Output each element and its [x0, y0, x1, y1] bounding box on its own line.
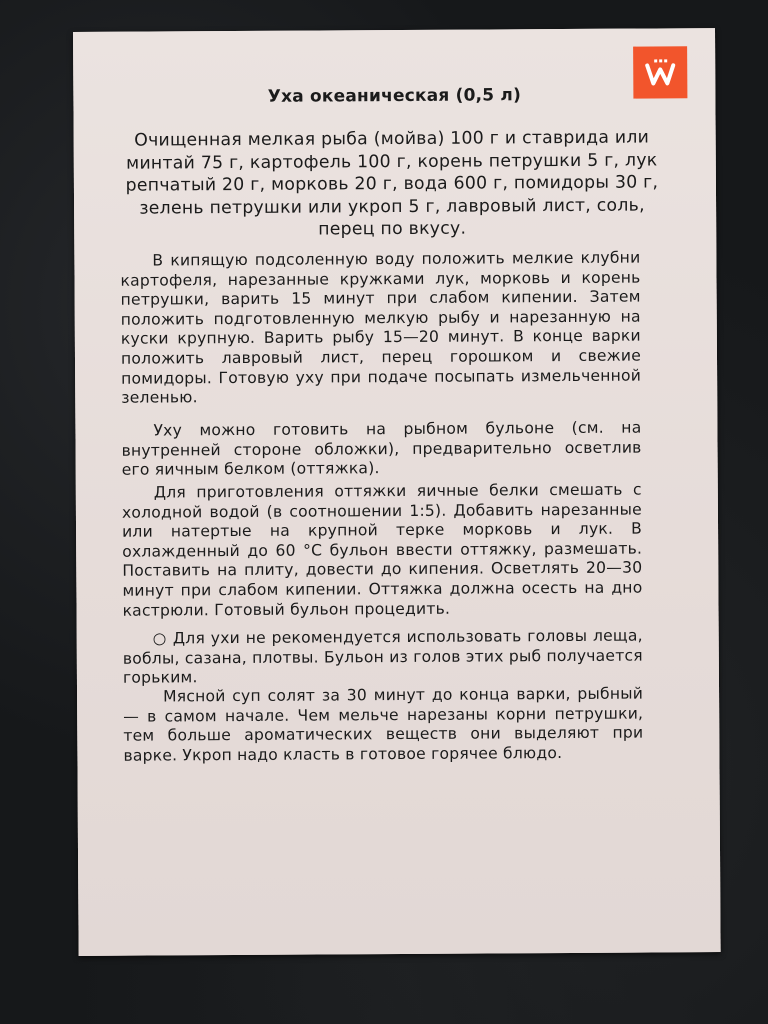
recipe-title: Уха океаническая (0,5 л) [267, 85, 522, 107]
tip-paragraph: Мясной суп солят за 30 минут до конца варки, рыбный — в самом начале. Чем мельче нарезаны корни петрушки, тем больше ароматических веществ они выделяют при варке. Укроп надо класть в готовое горячее блюдо. [123, 684, 644, 765]
instruction-paragraph: Уху можно готовить на рыбном бульоне (см. на внутренней стороне обложки), предварительно осветлив его яичным белком (оттяжка). [121, 418, 642, 479]
instruction-paragraph: Для приготовления оттяжки яичные белки смешать с холодной водой (в соотношении 1:5). Добавить нарезанные или натертые на крупной терке морковь и лук. В охлажденный до 60 °С бульон ввести оттяжку, размешать. Поставить на плиту, довести до кипения. Осветлять 20—30 минут при слабом кипении. Оттяжка должна осесть на дно кастрюли. Готовый бульон процедить. [121, 480, 643, 620]
recipe-card [73, 28, 721, 956]
ingredients-text: Очищенная мелкая рыба (мойва) 100 г и ставрида или минтай 75 г, картофель 100 г, корень петрушки 5 г, лук репчатый 20 г, морковь 20 г, вода 600 г, помидоры 30 г, зелень петрушки или укроп 5 г, лавровый лист, соль, перец по вкусу. [125, 127, 659, 240]
tip-paragraph: ○ Для ухи не рекомендуется использовать головы леща, воблы, сазана, плотвы. Бульон из голов этих рыб получается горьким. [122, 626, 643, 687]
instruction-paragraph: В кипящую подсоленную воду положить мелкие клубни картофеля, нарезанные кружками лук, морковь и корень петрушки, варить 15 минут при слабом кипении. Затем положить подготовленную мелкую рыбу и нарезанную на куски крупную. Варить рыбу 15—20 минут. В конце варки положить лавровый лист, перец горошком и свежие помидоры. Готовую уху при подаче посыпать измельченной зеленью. [120, 248, 642, 407]
